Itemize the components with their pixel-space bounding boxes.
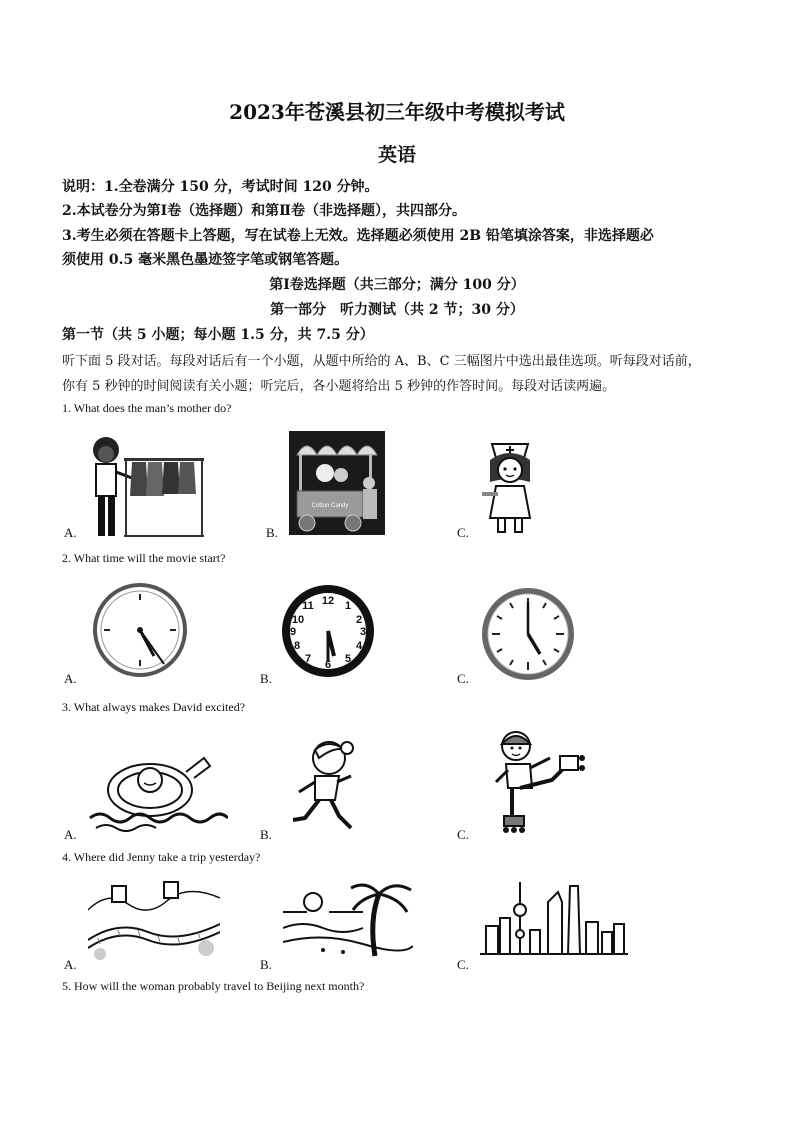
cart-label: Cotton Candy [311, 503, 349, 509]
q2-option-c[interactable]: C. [457, 671, 469, 686]
exam-title: 2023年苍溪县初三年级中考模拟考试 [229, 100, 565, 124]
subject-title: 英语 [377, 144, 416, 166]
volume-heading: 第Ⅰ卷选择题（共三部分；满分 100 分） [269, 277, 525, 293]
svg-text:8: 8 [293, 640, 301, 652]
city-skyline-icon [480, 880, 628, 958]
question-3: 3. What always makes David excited? [62, 700, 246, 714]
beach-icon [283, 880, 413, 958]
instruction-line-3a: 3.考生必须在答题卡上答题，写在试卷上无效。选择题必须使用 2B 铅笔填涂答案，非选择题必 [62, 228, 654, 244]
directions-line-2: 你有 5 秒钟的时间阅读有关小题；听完后，各小题将给出 5 秒钟的作答时间。每段对话读两遍。 [62, 379, 616, 394]
svg-text:2: 2 [355, 614, 363, 626]
instruction-line-2: 2.本试卷分为第Ⅰ卷（选择题）和第Ⅱ卷（非选择题），共四部分。 [62, 203, 466, 219]
question-1: 1. What does the man’s mother do? [62, 401, 232, 415]
q3-option-c[interactable]: C. [457, 827, 469, 842]
q1-option-a[interactable]: A. [64, 525, 77, 540]
q4-option-c[interactable]: C. [457, 957, 469, 972]
nurse-icon [478, 436, 542, 534]
q1-option-b[interactable]: B. [266, 525, 278, 540]
running-girl-icon [285, 736, 365, 832]
q2-option-b[interactable]: B. [260, 671, 272, 686]
svg-text:1: 1 [344, 600, 352, 612]
clock-b-icon [280, 582, 376, 680]
clock-a-icon [92, 582, 188, 678]
question-4: 4. Where did Jenny take a trip yesterday? [62, 850, 261, 864]
question-5: 5. How will the woman probably travel to Beijing next month? [62, 979, 365, 993]
q4-option-a[interactable]: A. [64, 957, 77, 972]
q3-option-b[interactable]: B. [260, 827, 272, 842]
instruction-line-1: 说明：1.全卷满分 150 分，考试时间 120 分钟。 [62, 179, 379, 195]
svg-text:5: 5 [344, 653, 352, 665]
svg-text:12: 12 [321, 595, 335, 607]
svg-text:7: 7 [304, 653, 312, 665]
cotton-candy-cart-icon [289, 431, 385, 535]
q2-option-a[interactable]: A. [64, 671, 77, 686]
svg-text:11: 11 [302, 600, 314, 612]
q3-option-a[interactable]: A. [64, 827, 77, 842]
part-heading: 第一部分 听力测试（共 2 节；30 分） [270, 302, 524, 318]
roller-skating-icon [490, 728, 586, 836]
q4-option-b[interactable]: B. [260, 957, 272, 972]
clock-c-icon [480, 586, 576, 682]
section-heading: 第一节（共 5 小题；每小题 1.5 分，共 7.5 分） [62, 327, 374, 343]
svg-text:3: 3 [359, 626, 367, 638]
svg-text:6: 6 [324, 659, 332, 671]
instruction-line-3b: 须使用 0.5 毫米黑色墨迹签字笔或钢笔答题。 [62, 252, 349, 268]
clothes-seller-icon [88, 432, 210, 538]
swimming-icon [86, 754, 228, 834]
question-2: 2. What time will the movie start? [62, 551, 226, 565]
directions-line-1: 听下面 5 段对话。每段对话后有一个小题，从题中所给的 A、B、C 三幅图片中选出最佳选项。听每段对话前， [62, 354, 701, 369]
q1-option-c[interactable]: C. [457, 525, 469, 540]
svg-text:10: 10 [291, 614, 305, 626]
svg-text:4: 4 [355, 640, 363, 652]
svg-text:9: 9 [289, 626, 297, 638]
great-wall-icon [88, 880, 220, 960]
